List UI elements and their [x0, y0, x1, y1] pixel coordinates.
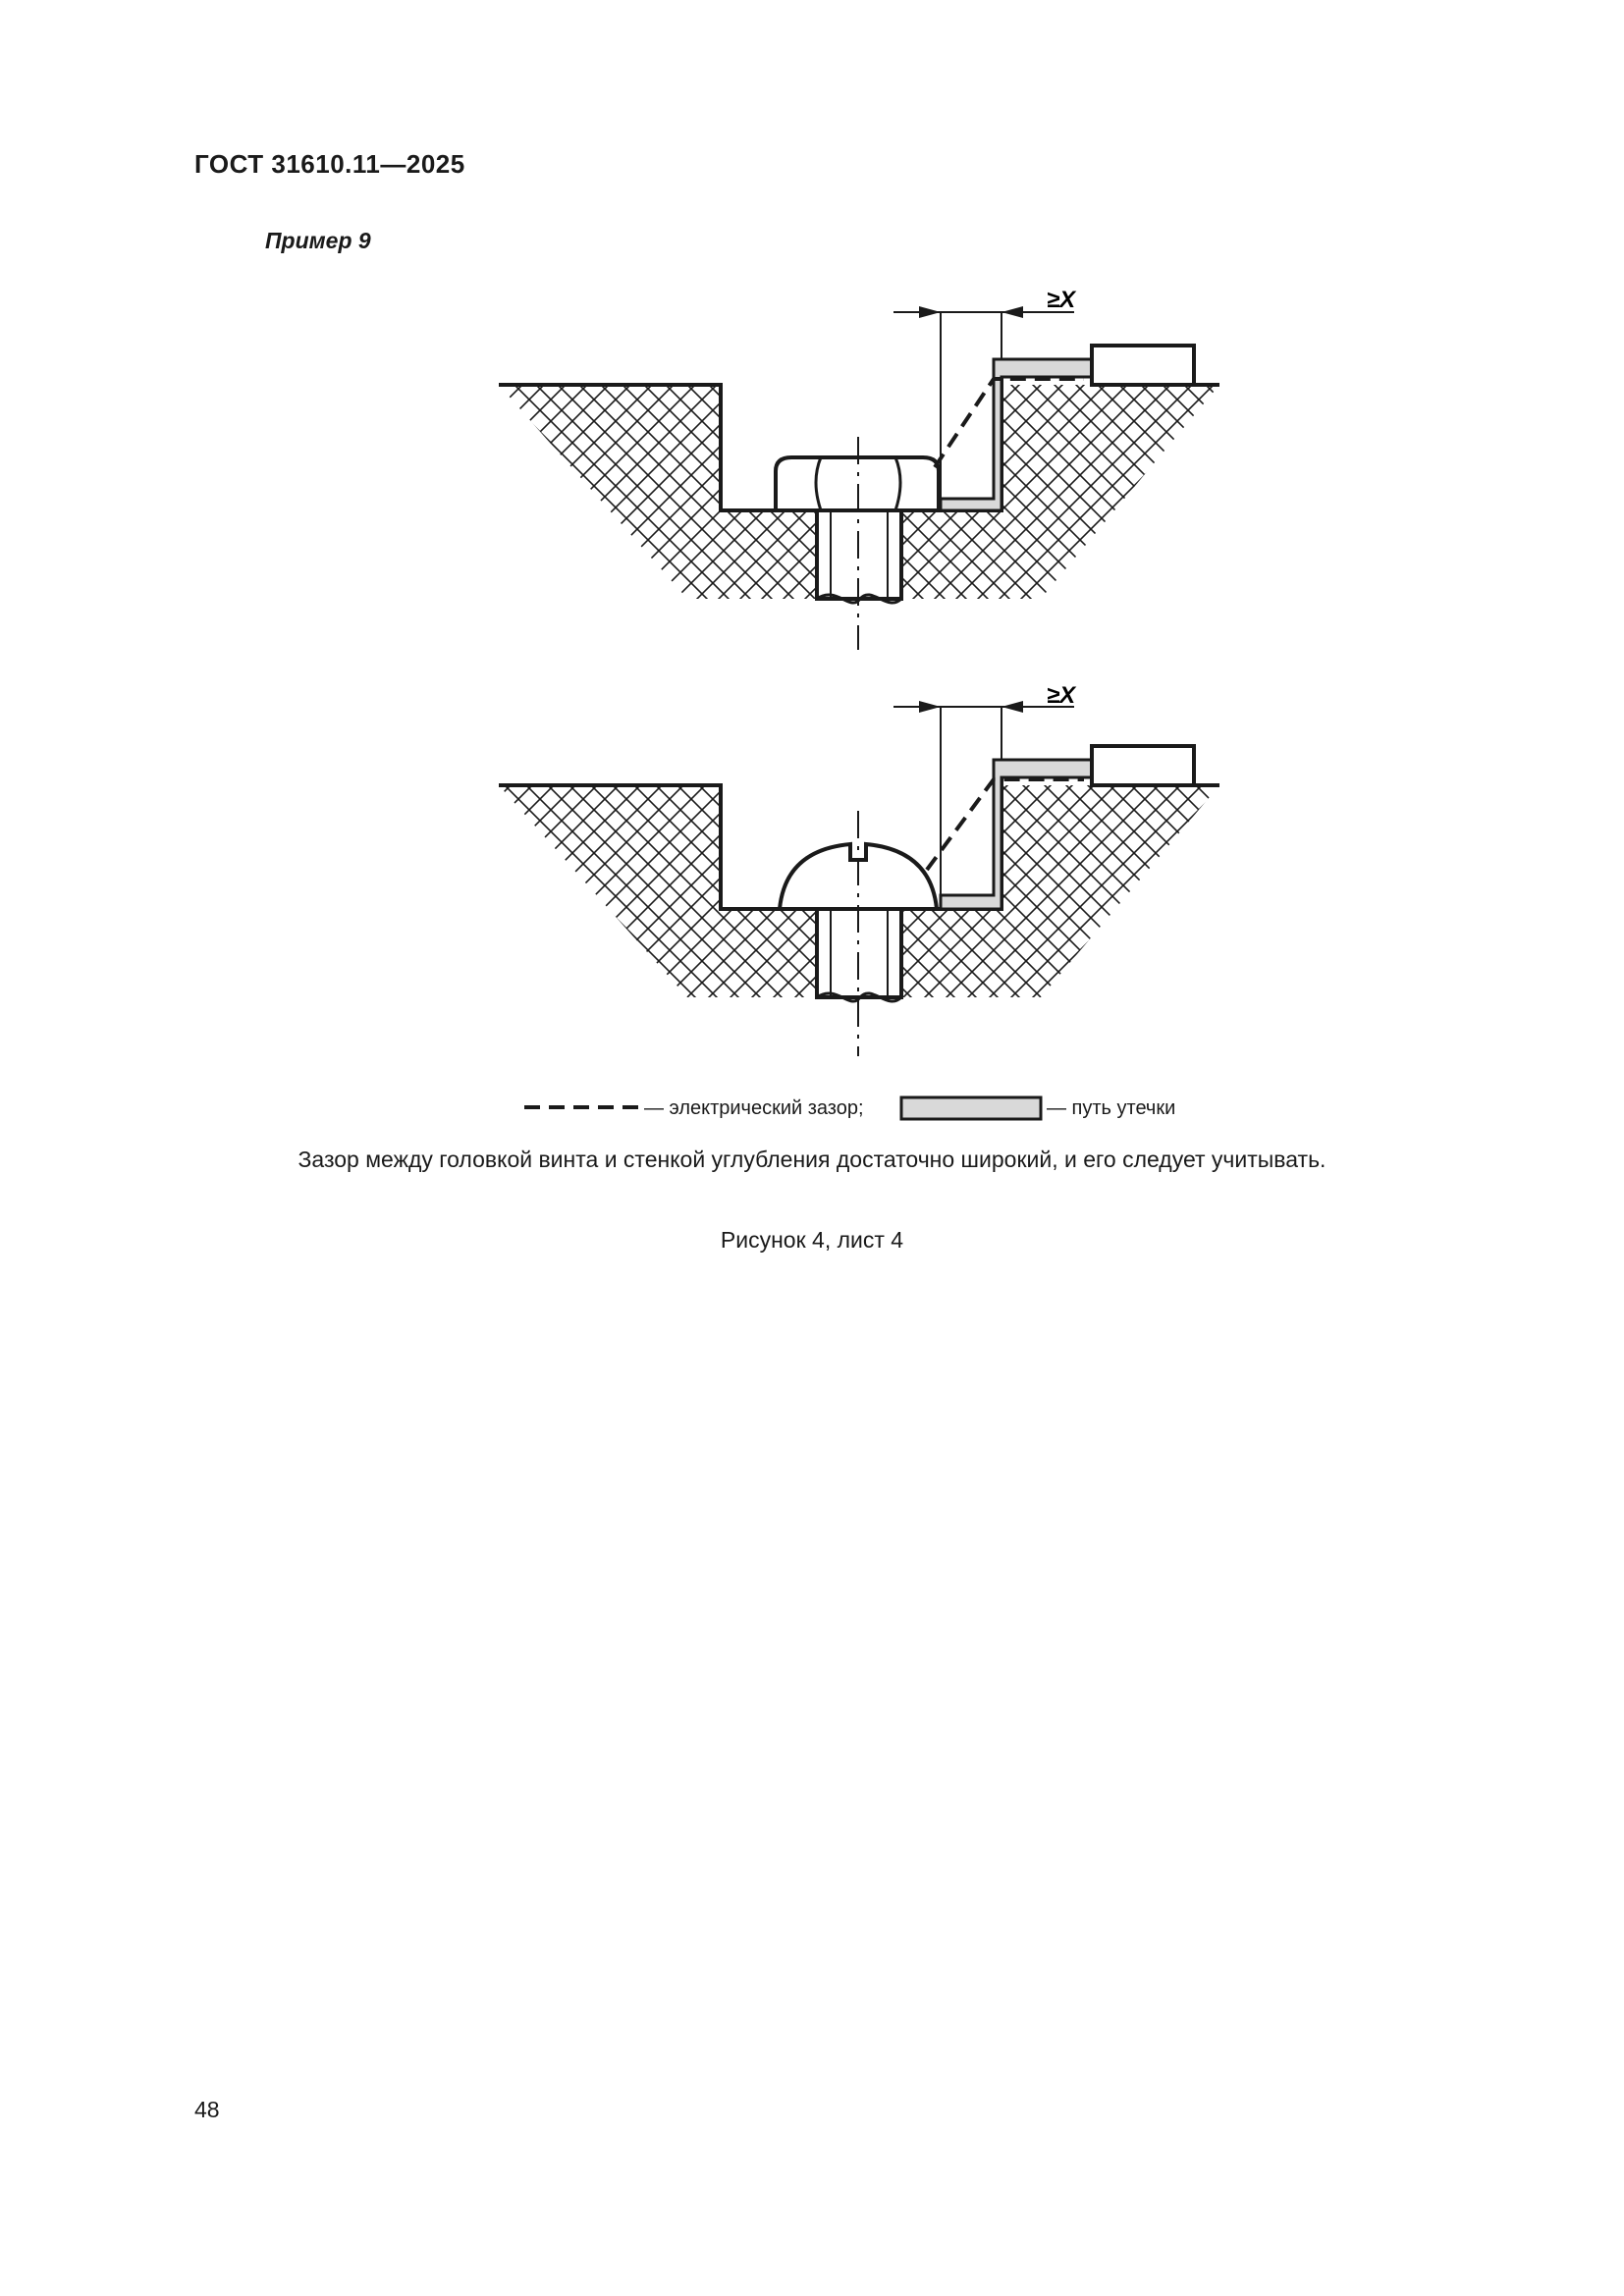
example-title: Пример 9 — [265, 228, 371, 253]
document-code: ГОСТ 31610.11—2025 — [194, 149, 465, 179]
drawing-round-head-screw — [499, 682, 1219, 1056]
dimension-label: ≥X — [1047, 682, 1076, 709]
legend-creepage-swatch — [901, 1097, 1041, 1119]
raised-part — [1092, 746, 1194, 785]
figure-caption: Рисунок 4, лист 4 — [720, 1227, 904, 1253]
legend-clearance-label: — электрический зазор; — [644, 1097, 864, 1119]
hatched-base-left — [499, 785, 817, 997]
drawing-hex-nut — [499, 287, 1219, 650]
legend-creepage-label: — путь утечки — [1047, 1097, 1176, 1119]
figure-note: Зазор между головкой винта и стенкой углубления достаточно широкий, и его следует учитывать. — [298, 1147, 1326, 1172]
figure-drawing — [0, 0, 1624, 1139]
hatched-base-right — [901, 785, 1219, 997]
raised-part — [1092, 346, 1194, 385]
dimension-label: ≥X — [1047, 287, 1076, 313]
hatched-base-left — [499, 385, 817, 599]
figure-legend — [524, 1097, 1175, 1119]
page-number: 48 — [194, 2097, 220, 2122]
hatched-base-right — [901, 385, 1219, 599]
